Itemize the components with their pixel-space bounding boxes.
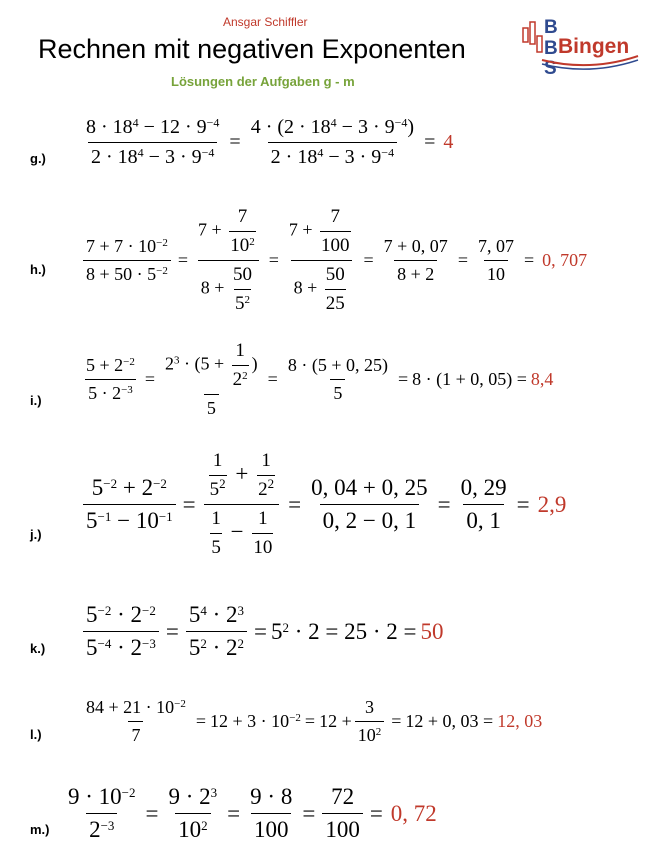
bbs-bingen-logo (520, 14, 640, 76)
equation-k: $\frac{5^{-2} \cdot 2^{-2}}{5^{-4} \cdot 2^{-3}}$ = $\frac{5^4 \cdot 2^3}{5^2 \cdot 2^2}$ = $5^2 \cdot 2 = 25 \cdot 2$ = 50 (80, 602, 444, 661)
equation-g: $\frac{8 \cdot 18^4 - 12 \cdot 9^{-4}}{2 \cdot 18^4 - 3 \cdot 9^{-4}}$ = $\frac{4 \cdot (2 \cdot 18^4 - 3 \cdot 9^{-4})}{2 \cdot 18^4 - 3 \cdot 9^{-4}}$ = 4 (86, 115, 454, 168)
task-label-m: m.) (30, 822, 50, 837)
page-subtitle: Lösungen der Aufgaben g - m (171, 74, 355, 89)
result-h: 0, 707 (542, 250, 588, 270)
svg-text:B: B (544, 38, 558, 59)
task-label-k: k.) (30, 641, 46, 656)
author-name: Ansgar Schiffler (223, 15, 308, 29)
task-label-i: i.) (30, 393, 42, 408)
equation-h: $\frac{7 + 7 \cdot 10^{-2}}{8 + 50 \cdot 5^{-2}}$ = 7 + $\frac{7}{10^2}$ 8 + $\frac{50}{5^2}$ = 7 + $\frac{7}{100}$ 8 + $\frac{50}{25}$ = $\frac{7 + 0, 07}{8 + 2}$ = $\frac{7, 07}{10}$ = 0, 707 (80, 206, 587, 315)
task-label-l: l.) (30, 727, 42, 742)
task-label-j: j.) (30, 527, 42, 542)
svg-text:B: B (544, 17, 558, 38)
svg-text:Bingen: Bingen (558, 35, 630, 58)
result-g: 4 (443, 131, 454, 153)
equation-l: $\frac{84 + 21 \cdot 10^{-2}}{7}$ = $12 + 3 \cdot 10^{-2}$ = 12 + $\frac{3}{10^2}$ = 12 + 0, 03 = 12, 03 (86, 697, 543, 745)
result-m: 0, 72 (390, 800, 437, 826)
page-title: Rechnen mit negativen Exponenten (38, 34, 466, 64)
equation-i: $\frac{5 + 2^{-2}}{5 \cdot 2^{-3}}$ = $2^3 \cdot (5$ + $\frac{1}{2^2}$ ) 5 = $\frac{8 \cdot (5 + 0, 25)}{5}$ = 8 · (1 + 0, 05) = 8,4 (86, 340, 554, 418)
task-label-g: g.) (30, 151, 46, 166)
task-label-h: h.) (30, 262, 46, 277)
result-j: 2,9 (537, 491, 567, 517)
equation-m: $\frac{9 \cdot 10^{-2}}{2^{-3}}$ = $\frac{9 \cdot 2^3}{10^2}$ = $\frac{9 \cdot 8}{100}$ = $\frac{72}{100}$ = 0, 72 (68, 784, 437, 842)
result-l: 12, 03 (497, 711, 543, 731)
svg-text:S: S (544, 58, 557, 76)
equation-j: $\frac{5^{-2} + 2^{-2}}{5^{-1} - 10^{-1}}$ = $\frac{1}{5^2}$ + $\frac{1}{2^2}$ $\frac{1}{5}$ − $\frac{1}{10}$ = $\frac{0, 04 + 0, 25}{0, 2 - 0, 1}$ = $\frac{0, 29}{0, 1}$ = 2,9 (80, 450, 566, 559)
result-k: 50 (420, 618, 444, 644)
result-i: 8,4 (530, 369, 554, 389)
